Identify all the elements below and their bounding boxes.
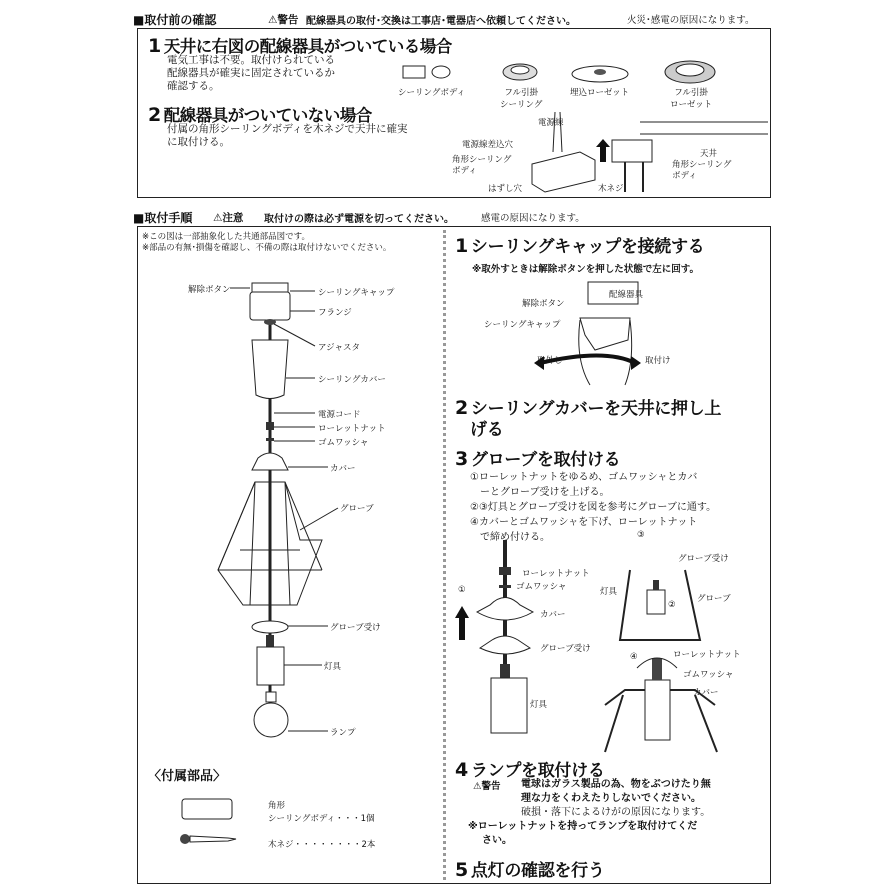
warning-label: ⚠警告 bbox=[268, 14, 299, 26]
fixture-label: フル引掛 ローゼット bbox=[670, 88, 713, 110]
step3-label: ローレットナット bbox=[522, 569, 590, 579]
step5-title: 5 点灯の確認を行う bbox=[455, 859, 605, 881]
part-label: シーリングキャップ bbox=[318, 288, 395, 298]
accessory-item: 角形 シーリングボディ・・・1個 bbox=[268, 801, 375, 824]
step4-note: ※ローレットナットを持ってランプを取付けてくだ さい。 bbox=[468, 821, 698, 846]
step3-label: カバー bbox=[693, 688, 719, 698]
step3-label: 灯具 bbox=[600, 587, 618, 597]
step3-num: ④ bbox=[630, 652, 638, 662]
step1-label: 取付け bbox=[645, 356, 671, 366]
step3-num: ② bbox=[668, 600, 676, 610]
column-divider bbox=[443, 230, 446, 880]
part-label: ローレットナット bbox=[318, 424, 386, 434]
warning-text: 配線器具の取付･交換は工事店･電器店へ依頼してください。 bbox=[306, 16, 576, 27]
part-label: フランジ bbox=[318, 308, 352, 318]
section-heading-pre-check: ■取付前の確認 bbox=[133, 13, 217, 27]
warning-consequence: 火災･感電の原因になります。 bbox=[627, 15, 755, 26]
step4-warning: 電球はガラス製品の為、物をぶつけたり無 理な力をくわえたりしないでください。 破損・落下によるけがの原因になります。 bbox=[521, 779, 711, 818]
step3-diagram bbox=[455, 540, 765, 752]
part-label: グローブ bbox=[340, 504, 374, 514]
step1-label: 解除ボタン bbox=[522, 299, 565, 309]
step3-title: 3 グローブを取付ける bbox=[455, 448, 621, 470]
step3-label: ゴムワッシャ bbox=[683, 670, 734, 680]
part-label: アジャスタ bbox=[318, 343, 360, 353]
step1-note: ※取外すときは解除ボタンを押した状態で左に回す。 bbox=[472, 264, 699, 275]
step1-label: 取外し bbox=[537, 356, 563, 366]
caution-text: 取付けの際は必ず電源を切ってください。 bbox=[264, 214, 454, 225]
accessory-item: 木ネジ・・・・・・・・2本 bbox=[268, 840, 376, 850]
part-label: ゴムワッシャ bbox=[318, 438, 369, 448]
accessories-title: 〈付属部品〉 bbox=[148, 769, 227, 784]
accessory-icons bbox=[178, 795, 258, 855]
part-label: 解除ボタン bbox=[188, 285, 231, 295]
section-heading-procedure: ■取付手順 bbox=[133, 211, 193, 225]
step3-label: グローブ bbox=[697, 594, 731, 604]
part-label: 灯具 bbox=[324, 662, 342, 672]
label-body: 角形シーリング ボディ bbox=[452, 155, 512, 176]
step1-label: シーリングキャップ bbox=[484, 320, 561, 330]
case2-text: 付属の角形シーリングボディを木ネジで天井に確実 に取付ける。 bbox=[167, 123, 408, 148]
step3-instructions: ①ローレットナットをゆるめ、ゴムワッシャとカバ ーとグローブ受けを上げる。 ②③灯具とグローブ受けを図を参考にグローブに通す。 ④カバーとゴムワッシャを下げ、ローレットナット で締め付ける。 bbox=[470, 472, 717, 543]
fixture-label: 埋込ローゼット bbox=[570, 88, 630, 98]
label-release-hole: はずし穴 bbox=[488, 184, 523, 194]
label-screw: 木ネジ bbox=[598, 184, 624, 194]
step3-num: ③ bbox=[637, 530, 645, 540]
step1-label: 配線器具 bbox=[609, 290, 644, 300]
case1-text: 電気工事は不要。取付けられている 配線器具が確実に固定されているか 確認する。 bbox=[167, 54, 335, 92]
caution-label: ⚠注意 bbox=[213, 212, 244, 224]
label-wire-hole: 電源線差込穴 bbox=[462, 140, 514, 150]
step3-label: グローブ受け bbox=[678, 554, 729, 564]
step4-title: 4 ランプを取付ける bbox=[455, 759, 605, 781]
case1-title: 1 天井に右図の配線器具がついている場合 bbox=[148, 35, 452, 57]
part-label: シーリングカバー bbox=[318, 375, 386, 385]
label-ceiling: 天井 bbox=[700, 149, 718, 159]
part-label: グローブ受け bbox=[330, 623, 381, 633]
part-label: カバー bbox=[330, 464, 356, 474]
label-body2: 角形シーリング ボディ bbox=[672, 160, 732, 181]
case2-title: 2 配線器具がついていない場合 bbox=[148, 104, 372, 126]
step1-title: 1 シーリングキャップを接続する bbox=[455, 235, 705, 257]
part-label: 電源コード bbox=[318, 410, 361, 420]
fixture-label: シーリングボディ bbox=[398, 88, 466, 98]
step3-label: ローレットナット bbox=[673, 650, 741, 660]
step3-label: ゴムワッシャ bbox=[516, 582, 567, 592]
step4-warning-label: ⚠警告 bbox=[473, 781, 501, 792]
step3-label: 灯具 bbox=[530, 700, 548, 710]
step3-num: ① bbox=[458, 585, 466, 595]
parts-notes: ※この図は一部抽象化した共通部品図です。 ※部品の有無･損傷を確認し、不備の際は取付けないでください。 bbox=[142, 232, 392, 253]
fixture-icons bbox=[395, 58, 765, 88]
caution-consequence: 感電の原因になります。 bbox=[481, 213, 585, 224]
fixture-label: フル引掛 シーリング bbox=[500, 88, 543, 110]
step3-label: カバー bbox=[540, 610, 566, 620]
step3-label: グローブ受け bbox=[540, 644, 591, 654]
step2-title: 2 シーリングカバーを天井に押し上 げる bbox=[455, 397, 722, 440]
label-power-wire: 電源線 bbox=[538, 118, 564, 128]
part-label: ランプ bbox=[330, 728, 356, 738]
